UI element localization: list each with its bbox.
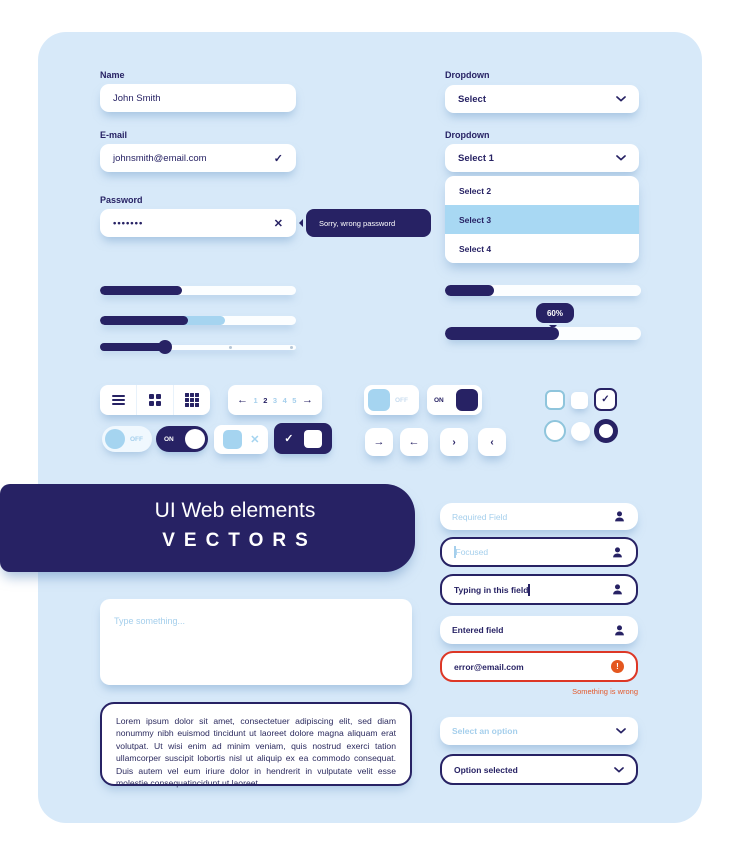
person-icon: [611, 546, 624, 559]
progress-bar-4-fill: [445, 327, 559, 340]
pagination-page-1[interactable]: 1: [253, 395, 258, 405]
dropdown-option[interactable]: Select 4: [445, 234, 639, 263]
chevron-down-icon: [614, 767, 624, 773]
pagination: [228, 385, 322, 415]
toggle-off-label: OFF: [130, 435, 143, 443]
select-selected-value: Option selected: [454, 764, 518, 775]
name-label: Name: [100, 70, 125, 80]
select-selected[interactable]: [440, 754, 638, 785]
dropdown-closed[interactable]: [445, 85, 639, 113]
toggle-on-label: ON: [164, 435, 174, 443]
textarea[interactable]: [100, 599, 412, 685]
filled-textarea[interactable]: [100, 702, 412, 789]
chevron-down-icon: [616, 155, 626, 161]
password-input[interactable]: [100, 209, 296, 237]
square-toggle-off-label: OFF: [395, 396, 408, 404]
email-input-value: johnsmith@email.com: [113, 152, 207, 164]
email-input[interactable]: [100, 144, 296, 172]
typing-field[interactable]: [440, 574, 638, 605]
checkbox-checked[interactable]: [594, 388, 617, 411]
hamburger-icon: [112, 393, 125, 406]
person-icon: [613, 510, 626, 523]
email-label: E-mail: [100, 130, 128, 140]
checkbox-card-checked[interactable]: [274, 423, 332, 454]
arrow-right-icon: →: [373, 436, 385, 448]
banner: [0, 484, 415, 572]
focused-field[interactable]: [440, 537, 638, 567]
select-unselected-placeholder: Select an option: [452, 726, 518, 736]
pagination-prev-arrow-icon[interactable]: ←: [237, 394, 248, 406]
radio-outlined[interactable]: [544, 420, 566, 442]
grid-2x2-icon: [149, 394, 162, 407]
select-unselected[interactable]: [440, 717, 638, 745]
valid-check-icon: ✓: [273, 152, 283, 165]
pagination-page-5[interactable]: 5: [292, 395, 297, 405]
square-toggle-on[interactable]: [427, 385, 482, 415]
password-error-text: Sorry, wrong password: [319, 218, 396, 228]
progress-value-text: 60%: [546, 308, 563, 318]
chevron-left-icon: ‹: [490, 436, 494, 448]
progress-bar-3: [445, 285, 641, 296]
clear-close-icon[interactable]: ✕: [273, 217, 283, 230]
name-input[interactable]: [100, 84, 296, 112]
name-input-value: John Smith: [113, 92, 161, 104]
close-icon: ✕: [250, 434, 260, 446]
radio-plain[interactable]: [571, 422, 590, 441]
error-field-value: error@email.com: [454, 661, 524, 672]
required-field-placeholder: Required Field: [452, 511, 508, 522]
dropdown-option[interactable]: Select 2: [445, 176, 639, 205]
toggle-off-knob: [105, 429, 125, 449]
toggle-on-knob: [185, 429, 205, 449]
toggle-off[interactable]: [102, 426, 152, 452]
grid-3x3-icon: [185, 393, 198, 406]
password-label: Password: [100, 195, 143, 205]
check-icon: ✓: [601, 394, 610, 405]
square-toggle-on-knob: [456, 389, 478, 411]
arrow-right-button[interactable]: [365, 428, 393, 456]
progress-bar-2-navy-fill: [100, 316, 188, 325]
dropdown-option-highlighted[interactable]: Select 3: [445, 205, 639, 234]
textarea-placeholder: Type something...: [114, 616, 186, 626]
dropdown-closed-value: Select: [458, 93, 486, 105]
progress-value-tooltip: [536, 303, 574, 323]
radio-selected[interactable]: [594, 419, 618, 443]
square-toggle-on-label: ON: [434, 396, 444, 404]
error-field[interactable]: [440, 651, 638, 682]
arrow-left-button[interactable]: [400, 428, 428, 456]
entered-field[interactable]: [440, 616, 638, 644]
person-icon: [611, 583, 624, 596]
slider[interactable]: [100, 340, 296, 354]
password-input-value: •••••••: [113, 217, 144, 229]
required-field[interactable]: [440, 503, 638, 530]
progress-bar-3-fill: [445, 285, 494, 296]
password-error-tooltip: [306, 209, 431, 237]
person-icon: [613, 624, 626, 637]
checkbox-plain[interactable]: [571, 392, 588, 409]
pagination-page-3[interactable]: 3: [272, 395, 278, 405]
text-cursor: [528, 584, 530, 596]
checkbox-card-unchecked[interactable]: [214, 425, 268, 454]
square-toggle-off[interactable]: [364, 385, 419, 415]
dropdown-open-value: Select 1: [458, 152, 494, 164]
error-exclamation-icon: !: [611, 660, 624, 673]
pagination-page-4[interactable]: 4: [282, 395, 287, 405]
check-icon: ✓: [284, 433, 294, 445]
chevron-right-icon: ›: [452, 436, 456, 448]
progress-bar-4: [445, 327, 641, 340]
pagination-next-arrow-icon[interactable]: →: [301, 394, 313, 406]
toggle-on[interactable]: [156, 426, 208, 452]
arrow-left-icon: ←: [408, 436, 420, 448]
error-hint-text: Something is wrong: [572, 687, 638, 696]
entered-field-value: Entered field: [452, 625, 504, 635]
progress-bar-1-fill: [100, 286, 182, 295]
slider-tick: [290, 346, 293, 349]
checkbox-square: [223, 430, 242, 449]
slider-fill: [100, 343, 165, 351]
ui-kit-panel: [38, 32, 702, 823]
view-switcher: [100, 385, 210, 415]
chevron-right-button[interactable]: [440, 428, 468, 456]
progress-bar-2: [100, 316, 296, 325]
slider-handle[interactable]: [158, 340, 172, 354]
dropdown-open-label: Dropdown: [445, 130, 490, 140]
chevron-left-button[interactable]: [478, 428, 506, 456]
typing-field-value: Typing in this field: [454, 584, 529, 595]
checkbox-outlined[interactable]: [545, 390, 565, 410]
filled-textarea-text: Lorem ipsum dolor sit amet, consectetuer adipiscing elit, sed diam nonummy nibh euismod tincidunt ut laoreet dolore magna aliquam erat volutpat. Ut wisi enim ad minim veniam, quis nostrud exerci tation ullamcorper suscipit lobortis nisl ut aliquip ex ea commodo consequat. Duis autem vel eum iriure dolor in hendrerit in vulputate velit esse molestie consequatincidunt ut laoreet: [116, 716, 396, 789]
checkbox-square: [304, 430, 322, 448]
list-view-button[interactable]: [100, 385, 136, 415]
chevron-down-icon: [616, 728, 626, 734]
dense-grid-view-button[interactable]: [173, 385, 210, 415]
dropdown-option-list: [445, 176, 639, 263]
pagination-page-2-active[interactable]: 2: [263, 395, 268, 405]
dropdown-closed-label: Dropdown: [445, 70, 490, 80]
grid-view-button[interactable]: [136, 385, 173, 415]
focused-field-placeholder: Focused: [455, 547, 489, 557]
square-toggle-off-knob: [368, 389, 390, 411]
progress-bar-1: [100, 286, 296, 295]
chevron-down-icon: [616, 96, 626, 102]
banner-subtitle: VECTORS: [162, 530, 317, 551]
progress-bar-2-accent-fill: [182, 316, 225, 325]
dropdown-open-trigger[interactable]: [445, 144, 639, 172]
banner-title: UI Web elements: [154, 499, 316, 522]
